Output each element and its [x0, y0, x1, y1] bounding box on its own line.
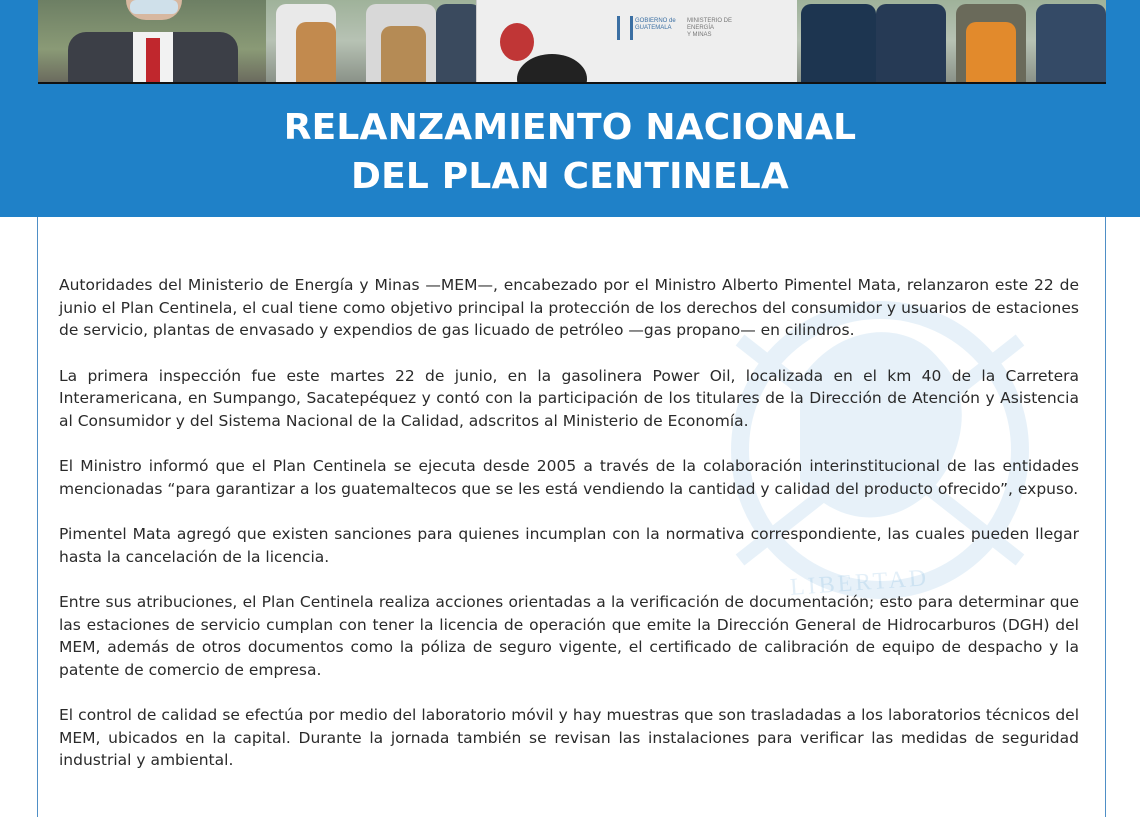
team-member: [876, 4, 946, 82]
van-mirror: [497, 20, 537, 64]
face-mask: [130, 0, 178, 14]
government-logo-icon: [617, 16, 633, 40]
logo-line: ENERGÍA: [687, 25, 715, 31]
inspection-team-photo: [266, 0, 1106, 82]
logo-line: GUATEMALA: [635, 25, 672, 31]
paragraph: El Ministro informó que el Plan Centinela se ejecuta desde 2005 a través de la colaboración interinstitucional de las entidades mencionadas “para garantizar a los guatemaltecos que se les está vendiendo la cantidad y calidad del producto ofrecido”, expuso.: [59, 457, 1079, 498]
paragraph: Pimentel Mata agregó que existen sanciones para quienes incumplan con la normativa correspondiente, las cuales pueden llegar hasta la cancelación de la licencia.: [59, 525, 1079, 566]
header-banner: [0, 0, 1140, 217]
government-logo: [617, 14, 767, 44]
logo-line: Y MINAS: [687, 32, 712, 38]
logo-line: GOBIERNO de: [635, 18, 676, 24]
safety-vest: [296, 22, 336, 82]
header-photo: [38, 0, 1106, 84]
team-member: [801, 4, 876, 82]
title-line-1: RELANZAMIENTO NACIONAL: [283, 107, 857, 148]
team-member: [1036, 4, 1106, 82]
minister-photo: [38, 0, 266, 82]
safety-vest: [966, 22, 1016, 82]
safety-vest: [381, 26, 426, 82]
mobile-laboratory-van: [476, 0, 797, 82]
title-line-2: DEL PLAN CENTINELA: [350, 156, 789, 197]
team-member: [436, 4, 481, 82]
logo-line: MINISTERIO DE: [687, 18, 733, 24]
watermark-text: LIBERTAD: [789, 565, 930, 601]
paragraph: La primera inspección fue este martes 22 de junio, en la gasolinera Power Oil, localizada en el km 40 de la Carretera Interamericana, en Sumpango, Sacatepéquez y contó con la participación de los titulares de la Dirección de Atención y Asistencia al Consumidor y del Sistema Nacional de la Calidad, adscritos al Ministerio de Economía.: [59, 366, 1079, 430]
paragraph: Entre sus atribuciones, el Plan Centinela realiza acciones orientadas a la verificación de documentación; esto para determinar que las estaciones de servicio cumplan con tener la licencia de operación que emite la Dirección General de Hidrocarburos (DGH) del MEM, además de otros documentos como la póliza de seguro vigente, el certificado de calibración de equipo de despacho y la patente de comercio de empresa.: [59, 593, 1079, 679]
paragraph: El control de calidad se efectúa por medio del laboratorio móvil y hay muestras que son trasladadas a los laboratorios técnicos del MEM, ubicados en la capital. Durante la jornada también se revisan las instalaciones para verificar las medidas de seguridad industrial y ambiental.: [59, 706, 1079, 769]
minister-tie: [146, 38, 160, 82]
page-title: [0, 103, 1140, 201]
article-body: [59, 274, 1079, 795]
paragraph: Autoridades del Ministerio de Energía y Minas —MEM—, encabezado por el Ministro Alberto Pimentel Mata, relanzaron este 22 de junio el Plan Centinela, el cual tiene como objetivo principal la protección de los derechos del consumidor y usuarios de estaciones de servicio, plantas de envasado y expendios de gas licuado de petróleo —gas propano— en cilindros.: [59, 276, 1079, 339]
